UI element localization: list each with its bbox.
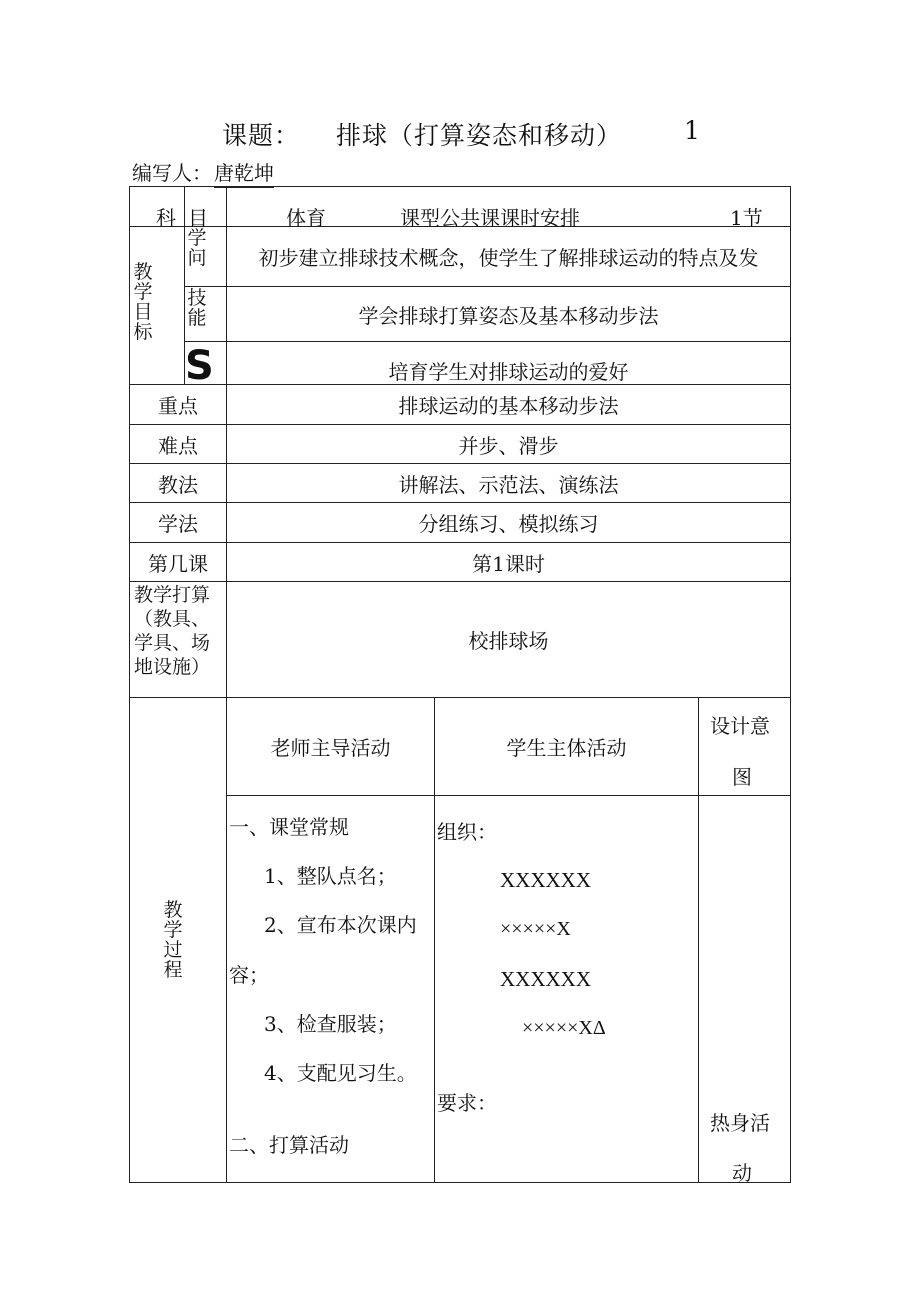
- teacher-line: 4、支配见习生。: [264, 1061, 417, 1085]
- goal-sub-attitude: S: [185, 343, 214, 389]
- design-intent-2: 动: [732, 1161, 752, 1185]
- row-key-points-value: 排球运动的基本移动步法: [398, 394, 619, 418]
- prep-value: 校排球场: [468, 629, 549, 653]
- row-teaching-method-value: 讲解法、示范法、演练法: [398, 472, 619, 497]
- col-design-header-2: 图: [732, 765, 752, 789]
- row-difficulty-value: 并步、滑步: [458, 433, 559, 458]
- teacher-line: 二、打算活动: [229, 1133, 349, 1157]
- goal-knowledge-text: 初步建立排球技术概念，使学生了解排球运动的特点及发: [258, 246, 759, 270]
- subject-label-2: 目: [188, 206, 208, 230]
- formation-row: XXXXXX: [500, 868, 591, 892]
- author-label: 编写人：: [132, 161, 212, 185]
- teacher-line: 容；: [229, 963, 269, 987]
- goal-sub-skill: 技能: [187, 287, 207, 329]
- row-teaching-method-label: 教法: [158, 472, 198, 497]
- process-label: 教学过程: [163, 899, 183, 981]
- goal-attitude-text: 培育学生对排球运动的爱好: [388, 359, 629, 384]
- author-name: 唐乾坤: [214, 157, 274, 188]
- goal-sub-knowledge: 学问: [187, 227, 207, 269]
- formation-row: ×××××X: [500, 918, 571, 940]
- row-learning-method-label: 学法: [158, 512, 198, 536]
- course-hours: 1节: [730, 206, 763, 230]
- row-learning-method-value: 分组练习、模拟练习: [418, 512, 599, 536]
- student-req-label: 要求：: [437, 1091, 497, 1115]
- course-type: 课型公共课课时安排: [400, 206, 580, 230]
- row-difficulty-label: 难点: [158, 433, 198, 458]
- subject-value: 体育: [286, 206, 326, 230]
- col-design-header-1: 设计意: [710, 714, 770, 738]
- row-lesson-number-label: 第几课: [148, 551, 208, 576]
- row-lesson-number-value: 第1课时: [472, 551, 545, 576]
- formation-row: ×××××XΔ: [522, 1017, 606, 1039]
- design-intent-1: 热身活: [710, 1111, 770, 1135]
- teacher-line: 1、整队点名；: [264, 864, 397, 888]
- prep-label: 教学打算 （教具、 学具、场 地设施）: [134, 584, 211, 678]
- goals-label: 教学目标: [133, 261, 153, 343]
- subject-label-1: 科: [156, 206, 176, 230]
- teacher-line: 3、检查服装；: [264, 1012, 397, 1036]
- teacher-line: 2、宣布本次课内: [264, 913, 417, 937]
- student-org-label: 组织：: [437, 820, 497, 844]
- col-teacher-header: 老师主导活动: [270, 736, 391, 760]
- title-number: 1: [684, 116, 701, 145]
- title-main: 排球（打算姿态和移动）: [336, 121, 623, 150]
- row-key-points-label: 重点: [158, 394, 198, 418]
- col-student-header: 学生主体活动: [506, 736, 627, 760]
- formation-row: XXXXXX: [500, 967, 591, 991]
- goal-skill-text: 学会排球打算姿态及基本移动步法: [358, 303, 659, 328]
- teacher-line: 一、课堂常规: [229, 815, 349, 839]
- title-label: 课题：: [222, 121, 301, 150]
